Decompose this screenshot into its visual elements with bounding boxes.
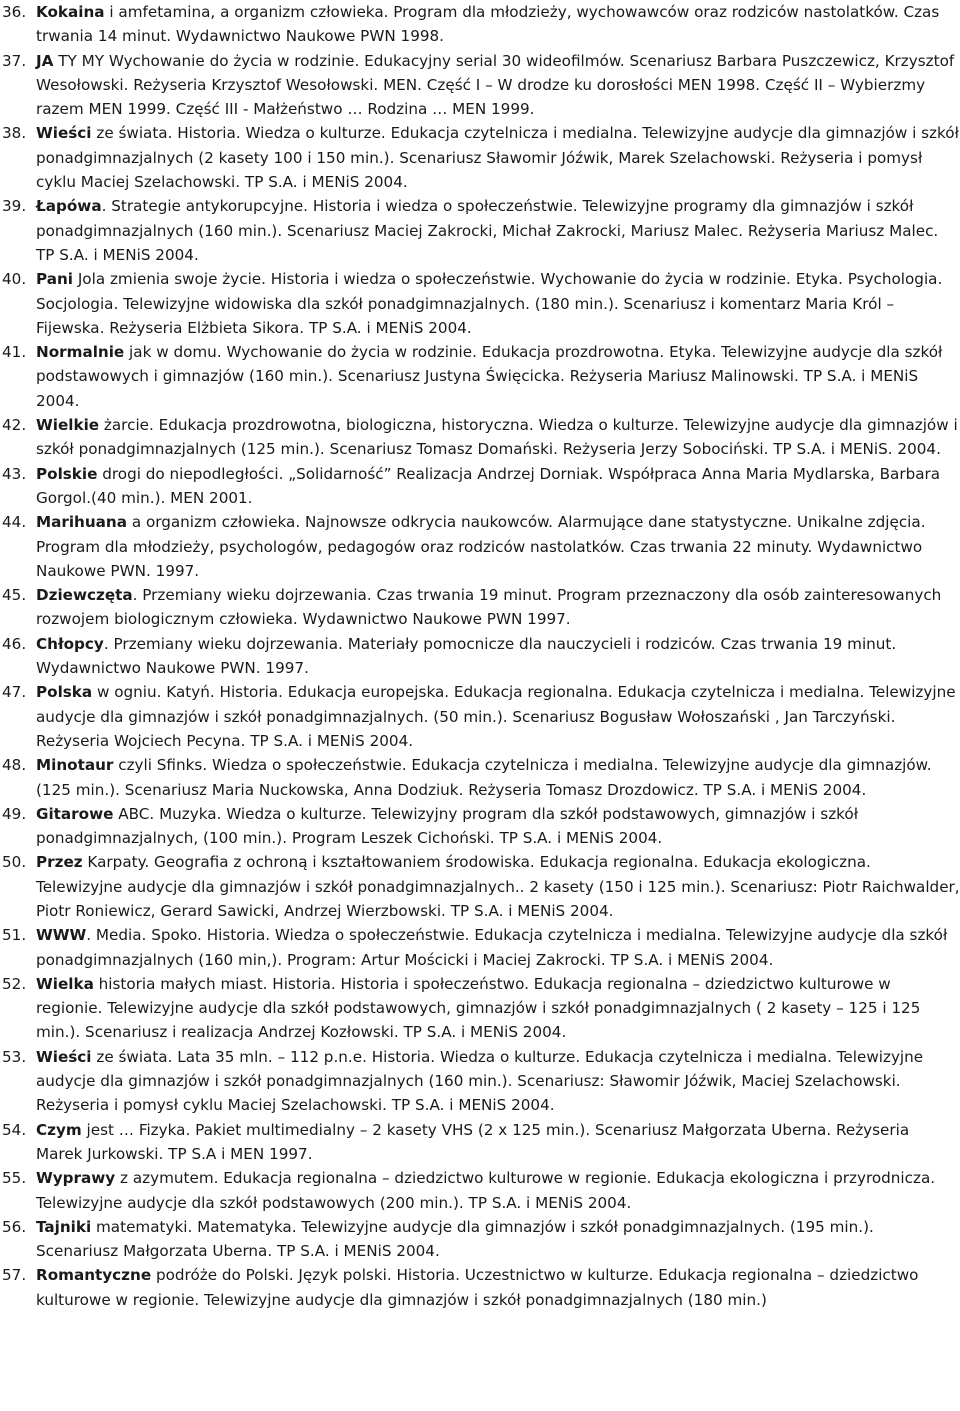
item-title: Minotaur (36, 756, 114, 775)
item-number: 39. (2, 197, 27, 216)
item-description: i amfetamina, a organizm człowieka. Program dla młodzieży, wychowawców oraz rodziców nastolatków. Czas trwania 14 minut. Wydawnictwo Naukowe PWN 1998. (36, 3, 940, 46)
item-text (36, 49, 960, 122)
item-number: 38. (2, 124, 27, 143)
item-number: 48. (2, 756, 27, 775)
item-description: czyli Sfinks. Wiedza o społeczeństwie. Edukacja czytelnicza i medialna. Telewizyjne audycje dla gimnazjów. (125 min.). Scenariusz Maria Nuckowska, Anna Dodziuk. Reżyseria Tomasz Drozdowicz. TP S.A. i MENiS 2004. (36, 756, 932, 799)
list-item (2, 632, 960, 681)
item-number: 57. (2, 1266, 27, 1285)
item-description: ze świata. Historia. Wiedza o kulturze. Edukacja czytelnicza i medialna. Telewizyjne audycje dla gimnazjów i szkół ponadgimnazjalnych (2 kasety 100 i 150 min.). Scenariusz Sławomir Jóźwik, Marek Szelachowski. Reżyseria i pomysł cyklu Maciej Szelachowski. TP S.A. i MENiS 2004. (36, 124, 959, 192)
item-number: 52. (2, 974, 27, 993)
item-description: w ogniu. Katyń. Historia. Edukacja europejska. Edukacja regionalna. Edukacja czytelnicza i medialna. Telewizyjne audycje dla gimnazjów i szkół ponadgimnazjalnych. (50 min.). Scenariusz Bogusław Wołoszański , Jan Tarczyński. Reżyseria Wojciech Pecyna. TP S.A. i MENiS 2004. (36, 683, 956, 750)
item-description: . Przemiany wieku dojrzewania. Czas trwania 19 minut. Program przeznaczony dla osób zainteresowanych rozwojem biologicznym człowieka. Wydawnictwo Naukowe PWN 1997. (36, 586, 942, 629)
item-text (36, 583, 960, 632)
item-text (36, 632, 960, 681)
list-item (2, 194, 960, 267)
item-number: 53. (2, 1047, 27, 1066)
item-title: Wyprawy (36, 1169, 116, 1188)
list-item (2, 802, 960, 851)
item-description: ze świata. Lata 35 mln. – 112 p.n.e. Historia. Wiedza o kulturze. Edukacja czytelnicza i medialna. Telewizyjne audycje dla gimnazjów i szkół ponadgimnazjalnych (160 min.). Scenariusz: Sławomir Jóźwik, Maciej Szelachowski. Reżyseria i pomysł cyklu Maciej Szelachowski. TP S.A. i MENiS 2004. (36, 1047, 924, 1115)
item-title: Normalnie (36, 343, 125, 362)
film-list (2, 0, 960, 1312)
item-number: 56. (2, 1217, 27, 1236)
item-text (36, 1118, 960, 1167)
item-number: 44. (2, 513, 27, 532)
list-item (2, 972, 960, 1045)
item-description: podróże do Polski. Język polski. Historia. Uczestnictwo w kulturze. Edukacja regionalna – dziedzictwo kulturowe w regionie. Telewizyjne audycje dla gimnazjów i szkół ponadgimnazjalnych (180 min.) (36, 1266, 919, 1309)
item-number: 45. (2, 586, 27, 605)
item-description: TY MY Wychowanie do życia w rodzinie. Edukacyjny serial 30 wideofilmów. Scenariusz Barbara Puszczewicz, Krzysztof Wesołowski. Reżyseria Krzysztof Wesołowski. MEN. Część I – W drodze ku dorosłości MEN 1998. Część II – Wybierzmy razem MEN 1999. Część III - Małżeństwo … Rodzina … MEN 1999. (36, 51, 955, 119)
item-number: 46. (2, 634, 27, 653)
list-item (2, 121, 960, 194)
item-text (36, 1215, 960, 1264)
item-title: Kokaina (36, 3, 105, 21)
item-description: Jola zmienia swoje życie. Historia i wiedza o społeczeństwie. Wychowanie do życia w rodzinie. Etyka. Psychologia. Socjologia. Telewizyjne widowiska dla szkół ponadgimnazjalnych. (180 min.). Scenariusz i komentarz Maria Król – Fijewska. Reżyseria Elżbieta Sikora. TP S.A. i MENiS 2004. (36, 270, 943, 337)
list-item (2, 462, 960, 511)
item-description: historia małych miast. Historia. Historia i społeczeństwo. Edukacja regionalna – dziedzictwo kulturowe w regionie. Telewizyjne audycje dla szkół podstawowych, gimnazjów i szkół ponadgimnazjalnych ( 2 kasety – 125 i 125 min.). Scenariusz i realizacja Andrzej Kozłowski. TP S.A. i MENiS 2004. (36, 974, 921, 1042)
item-title: Romantyczne (36, 1266, 152, 1285)
item-title: Wielka (36, 974, 94, 993)
list-item (2, 923, 960, 972)
item-text (36, 413, 960, 462)
item-description: matematyki. Matematyka. Telewizyjne audycje dla gimnazjów i szkół ponadgimnazjalnych. (195 min.). Scenariusz Małgorzata Uberna. TP S.A. i MENiS 2004. (36, 1217, 874, 1261)
item-description: Karpaty. Geografia z ochroną i kształtowaniem środowiska. Edukacja regionalna. Edukacja ekologiczna. Telewizyjne audycje dla gimnazjów i szkół ponadgimnazjalnych.. 2 kasety (150 i 125 min.). Scenariusz: Piotr Raichwalder, Piotr Roniewicz, Gerard Sawicki, Andrzej Wierzbowski. TP S.A. i MENiS 2004. (36, 853, 960, 920)
item-number: 43. (2, 464, 27, 483)
list-item (2, 413, 960, 462)
item-number: 36. (2, 3, 27, 21)
item-description: . Media. Spoko. Historia. Wiedza o społeczeństwie. Edukacja czytelnicza i medialna. Telewizyjne audycje dla szkół ponadgimnazjalnych (160 min,). Program: Artur Mościcki i Maciej Zakrocki. TP S.A. i MENiS 2004. (36, 926, 948, 969)
item-title: Polska (36, 683, 93, 702)
item-text (36, 267, 960, 340)
item-description: z azymutem. Edukacja regionalna – dziedzictwo kulturowe w regionie. Edukacja ekologiczna i przyrodnicza. Telewizyjne audycje dla szkół podstawowych (200 min.). TP S.A. i MENiS 2004. (36, 1169, 936, 1212)
item-title: Polskie (36, 464, 98, 483)
list-item (2, 340, 960, 413)
list-item (2, 753, 960, 802)
item-title: Czym (36, 1120, 82, 1139)
item-title: Wieści (36, 124, 92, 143)
item-number: 55. (2, 1169, 27, 1188)
item-number: 50. (2, 853, 27, 872)
item-title: Dziewczęta (36, 586, 133, 605)
item-text (36, 1166, 960, 1215)
item-description: . Strategie antykorupcyjne. Historia i wiedza o społeczeństwie. Telewizyjne programy dla gimnazjów i szkół ponadgimnazjalnych (160 min.). Scenariusz Maciej Zakrocki, Michał Zakrocki, Mariusz Malec. Reżyseria Mariusz Malec. TP S.A. i MENiS 2004. (36, 197, 939, 264)
item-title: Przez (36, 853, 83, 872)
item-description: jest … Fizyka. Pakiet multimedialny – 2 kasety VHS (2 x 125 min.). Scenariusz Małgorzata Uberna. Reżyseria Marek Jurkowski. TP S.A i MEN 1997. (36, 1120, 910, 1163)
list-item (2, 0, 960, 49)
item-description: . Przemiany wieku dojrzewania. Materiały pomocnicze dla nauczycieli i rodziców. Czas trwania 19 minut. Wydawnictwo Naukowe PWN. 1997. (36, 634, 897, 678)
list-item (2, 1215, 960, 1264)
item-description: drogi do niepodległości. „Solidarność” Realizacja Andrzej Dorniak. Współpraca Anna Maria Mydlarska, Barbara Gorgol.(40 min.). MEN 2001. (36, 464, 941, 507)
item-title: Gitarowe (36, 804, 114, 823)
item-title: Wieści (36, 1047, 92, 1066)
item-number: 42. (2, 416, 27, 435)
list-item (2, 510, 960, 583)
item-number: 54. (2, 1120, 27, 1139)
item-title: Chłopcy (36, 634, 104, 653)
item-number: 41. (2, 343, 27, 362)
item-title: Marihuana (36, 513, 127, 532)
item-title: WWW (36, 926, 87, 945)
item-text (36, 972, 960, 1045)
item-text (36, 194, 960, 267)
item-description: jak w domu. Wychowanie do życia w rodzinie. Edukacja prozdrowotna. Etyka. Telewizyjne audycje dla szkół podstawowych i gimnazjów (160 min.). Scenariusz Justyna Święcicka. Reżyseria Mariusz Malinowski. TP S.A. i MENiS 2004. (36, 343, 943, 410)
list-item (2, 1263, 960, 1312)
item-text (36, 850, 960, 923)
list-item (2, 583, 960, 632)
item-description: a organizm człowieka. Najnowsze odkrycia naukowców. Alarmujące dane statystyczne. Unikalne zdjęcia. Program dla młodzieży, psychologów, pedagogów oraz rodziców nastolatków. Czas trwania 22 minuty. Wydawnictwo Naukowe PWN. 1997. (36, 513, 926, 580)
item-title: Łapówa (36, 197, 102, 216)
item-title: JA (36, 51, 54, 70)
list-item (2, 49, 960, 122)
item-number: 37. (2, 51, 27, 70)
item-text (36, 923, 960, 972)
list-item (2, 850, 960, 923)
item-text (36, 802, 960, 851)
item-text (36, 0, 960, 49)
list-item (2, 1166, 960, 1215)
item-description: żarcie. Edukacja prozdrowotna, biologiczna, historyczna. Wiedza o kulturze. Telewizyjne audycje dla gimnazjów i szkół ponadgimnazjalnych (125 min.). Scenariusz Tomasz Domański. Reżyseria Jerzy Sobociński. TP S.A. i MENiS. 2004. (36, 416, 958, 459)
item-number: 51. (2, 926, 27, 945)
item-title: Wielkie (36, 416, 100, 435)
item-title: Tajniki (36, 1217, 92, 1236)
item-text (36, 121, 960, 194)
list-item (2, 1118, 960, 1167)
item-number: 40. (2, 270, 27, 289)
item-text (36, 510, 960, 583)
list-item (2, 267, 960, 340)
item-text (36, 340, 960, 413)
item-number: 47. (2, 683, 27, 702)
item-number: 49. (2, 804, 27, 823)
list-item (2, 1045, 960, 1118)
item-text (36, 462, 960, 511)
list-item (2, 680, 960, 753)
item-text (36, 1263, 960, 1312)
item-text (36, 753, 960, 802)
item-text (36, 1045, 960, 1118)
item-description: ABC. Muzyka. Wiedza o kulturze. Telewizyjny program dla szkół podstawowych, gimnazjów i szkół ponadgimnazjalnych, (100 min.). Program Leszek Cichoński. TP S.A. i MENiS 2004. (36, 804, 859, 848)
item-title: Pani (36, 270, 73, 289)
item-text (36, 680, 960, 753)
